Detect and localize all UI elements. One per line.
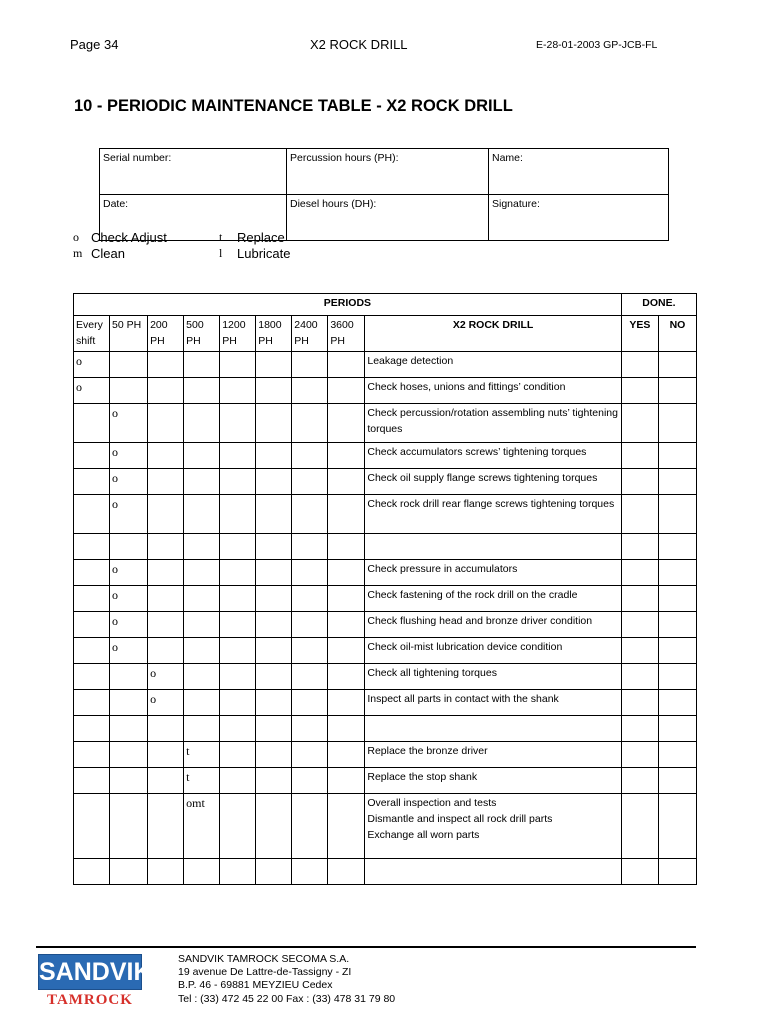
period-mark-cell: [292, 586, 328, 612]
done-yes-cell[interactable]: [621, 768, 658, 794]
task-cell: [365, 716, 621, 742]
period-mark-cell: [148, 638, 184, 664]
task-cell: [365, 534, 621, 560]
period-mark-cell: [184, 664, 220, 690]
period-mark-cell: [256, 586, 292, 612]
period-mark-cell: [148, 859, 184, 885]
done-no-cell[interactable]: [658, 352, 696, 378]
done-yes-cell[interactable]: [621, 560, 658, 586]
legend-symbol: o: [73, 229, 79, 244]
legend: [73, 229, 365, 261]
task-cell: [365, 859, 621, 885]
period-mark-cell: [110, 716, 148, 742]
period-mark-cell: [328, 378, 365, 404]
period-mark-cell: [292, 378, 328, 404]
period-mark-cell: [292, 768, 328, 794]
date-field: Date:: [100, 195, 287, 241]
period-mark-cell: [328, 469, 365, 495]
document-reference: E-28-01-2003 GP-JCB-FL: [536, 39, 658, 51]
period-mark-cell: [328, 794, 365, 859]
period-mark-cell: omt: [184, 794, 220, 859]
period-mark-cell: [328, 859, 365, 885]
period-mark-cell: [256, 794, 292, 859]
done-no-cell[interactable]: [658, 378, 696, 404]
signature-field: Signature:: [489, 195, 669, 241]
yes-column-header: YES: [621, 316, 658, 352]
period-mark-cell: [110, 534, 148, 560]
done-yes-cell[interactable]: [621, 534, 658, 560]
done-no-cell[interactable]: [658, 612, 696, 638]
legend-label: Lubricate: [237, 245, 291, 261]
period-mark-cell: [74, 443, 110, 469]
period-mark-cell: [110, 742, 148, 768]
period-mark-cell: [256, 404, 292, 443]
period-mark-cell: [220, 859, 256, 885]
company-address: [178, 953, 395, 1006]
period-mark-cell: [328, 495, 365, 534]
info-table: [99, 148, 669, 241]
task-cell: Check pressure in accumulators: [365, 560, 621, 586]
table-row: [74, 534, 697, 560]
period-mark-cell: [328, 534, 365, 560]
period-mark-cell: [74, 534, 110, 560]
table-row: [74, 859, 697, 885]
task-cell: Check rock drill rear flange screws tightening torques: [365, 495, 621, 534]
task-cell: Replace the bronze driver: [365, 742, 621, 768]
done-yes-cell[interactable]: [621, 378, 658, 404]
period-mark-cell: [292, 404, 328, 443]
period-mark-cell: [110, 690, 148, 716]
done-no-cell[interactable]: [658, 742, 696, 768]
table-row: [74, 612, 697, 638]
task-cell: Leakage detection: [365, 352, 621, 378]
period-mark-cell: [74, 586, 110, 612]
period-mark-cell: o: [110, 469, 148, 495]
done-no-cell[interactable]: [658, 443, 696, 469]
period-mark-cell: [148, 352, 184, 378]
done-no-cell[interactable]: [658, 794, 696, 859]
period-mark-cell: [74, 794, 110, 859]
period-column-header: Every shift: [74, 316, 110, 352]
address-line: SANDVIK TAMROCK SECOMA S.A.: [178, 953, 350, 965]
done-no-cell[interactable]: [658, 768, 696, 794]
period-mark-cell: [148, 612, 184, 638]
period-mark-cell: [148, 443, 184, 469]
section-title: 10 - PERIODIC MAINTENANCE TABLE - X2 ROCK DRILL: [74, 97, 513, 115]
period-mark-cell: [148, 469, 184, 495]
period-column-header: 3600 PH: [328, 316, 365, 352]
period-mark-cell: [220, 794, 256, 859]
period-mark-cell: [74, 612, 110, 638]
period-mark-cell: [220, 495, 256, 534]
table-row: [74, 443, 697, 469]
period-mark-cell: [256, 469, 292, 495]
period-mark-cell: [148, 716, 184, 742]
table-row: [74, 560, 697, 586]
task-cell: Check all tightening torques: [365, 664, 621, 690]
period-mark-cell: [256, 352, 292, 378]
task-cell: Check oil supply flange screws tightening torques: [365, 469, 621, 495]
period-mark-cell: [184, 443, 220, 469]
legend-symbol: t: [219, 229, 223, 244]
period-mark-cell: [220, 638, 256, 664]
done-no-cell[interactable]: [658, 469, 696, 495]
period-mark-cell: [292, 352, 328, 378]
period-mark-cell: [110, 352, 148, 378]
period-mark-cell: [184, 495, 220, 534]
periods-header: PERIODS: [74, 294, 622, 316]
period-mark-cell: [74, 404, 110, 443]
period-mark-cell: [328, 742, 365, 768]
done-yes-cell[interactable]: [621, 664, 658, 690]
period-mark-cell: [184, 716, 220, 742]
period-mark-cell: [184, 638, 220, 664]
period-mark-cell: [220, 690, 256, 716]
period-mark-cell: [328, 443, 365, 469]
logo-tamrock-text: TAMROCK: [47, 992, 133, 1008]
diesel-hours-field: Diesel hours (DH):: [287, 195, 489, 241]
table-row: [74, 690, 697, 716]
period-mark-cell: [148, 742, 184, 768]
period-mark-cell: [184, 612, 220, 638]
done-no-cell[interactable]: [658, 859, 696, 885]
done-yes-cell[interactable]: [621, 443, 658, 469]
period-mark-cell: o: [74, 352, 110, 378]
table-row: [74, 768, 697, 794]
legend-label: Replace: [237, 229, 285, 245]
period-mark-cell: [220, 469, 256, 495]
table-row: [74, 378, 697, 404]
task-cell: Check oil-mist lubrication device condition: [365, 638, 621, 664]
period-mark-cell: [74, 742, 110, 768]
name-field: Name:: [489, 149, 669, 195]
period-mark-cell: [74, 638, 110, 664]
period-mark-cell: [184, 469, 220, 495]
period-mark-cell: t: [184, 768, 220, 794]
table-row: [74, 664, 697, 690]
period-mark-cell: [292, 469, 328, 495]
task-cell: Replace the stop shank: [365, 768, 621, 794]
table-row: [74, 638, 697, 664]
period-mark-cell: t: [184, 742, 220, 768]
task-cell: Check percussion/rotation assembling nuts’ tightening torques: [365, 404, 621, 443]
period-mark-cell: [220, 742, 256, 768]
period-mark-cell: o: [110, 586, 148, 612]
period-mark-cell: o: [110, 404, 148, 443]
address-line: B.P. 46 - 69881 MEYZIEU Cedex: [178, 979, 333, 992]
done-yes-cell[interactable]: [621, 586, 658, 612]
period-mark-cell: [256, 638, 292, 664]
done-no-cell[interactable]: [658, 664, 696, 690]
done-no-cell[interactable]: [658, 534, 696, 560]
period-mark-cell: [74, 768, 110, 794]
period-mark-cell: [220, 560, 256, 586]
period-mark-cell: [256, 768, 292, 794]
table-row: [74, 794, 697, 859]
period-mark-cell: [256, 716, 292, 742]
period-mark-cell: [220, 768, 256, 794]
period-mark-cell: [110, 664, 148, 690]
table-row: [74, 404, 697, 443]
period-mark-cell: [184, 378, 220, 404]
period-mark-cell: [256, 742, 292, 768]
period-mark-cell: [220, 586, 256, 612]
done-yes-cell[interactable]: [621, 742, 658, 768]
period-mark-cell: o: [148, 690, 184, 716]
done-yes-cell[interactable]: [621, 638, 658, 664]
done-no-cell[interactable]: [658, 560, 696, 586]
done-yes-cell[interactable]: [621, 404, 658, 443]
period-mark-cell: [292, 742, 328, 768]
legend-symbol: l: [219, 245, 223, 260]
period-mark-cell: [184, 690, 220, 716]
period-column-header: 200 PH: [148, 316, 184, 352]
period-mark-cell: [328, 664, 365, 690]
task-cell: Check fastening of the rock drill on the cradle: [365, 586, 621, 612]
maintenance-table: [73, 293, 697, 885]
period-mark-cell: o: [110, 560, 148, 586]
period-mark-cell: [292, 534, 328, 560]
done-yes-cell[interactable]: [621, 794, 658, 859]
table-row: [74, 586, 697, 612]
period-mark-cell: [184, 534, 220, 560]
period-mark-cell: [74, 469, 110, 495]
period-mark-cell: [256, 495, 292, 534]
period-mark-cell: [292, 443, 328, 469]
period-mark-cell: [148, 560, 184, 586]
done-yes-cell[interactable]: [621, 690, 658, 716]
done-header: DONE.: [621, 294, 696, 316]
address-line: 19 avenue De Lattre-de-Tassigny - ZI: [178, 966, 352, 979]
period-mark-cell: [256, 859, 292, 885]
period-mark-cell: [328, 352, 365, 378]
sandvik-tamrock-logo: [38, 954, 152, 1008]
period-mark-cell: [110, 378, 148, 404]
period-mark-cell: [74, 560, 110, 586]
done-no-cell[interactable]: [658, 495, 696, 534]
period-mark-cell: [256, 560, 292, 586]
period-mark-cell: [220, 612, 256, 638]
period-column-header: 1200 PH: [220, 316, 256, 352]
period-mark-cell: [292, 794, 328, 859]
period-mark-cell: [148, 378, 184, 404]
legend-label: Clean: [91, 245, 125, 261]
table-row: [74, 742, 697, 768]
period-mark-cell: [256, 534, 292, 560]
period-mark-cell: [184, 352, 220, 378]
task-cell: Overall inspection and tests Dismantle and inspect all rock drill parts Exchange all worn parts: [365, 794, 621, 859]
period-mark-cell: [328, 768, 365, 794]
period-mark-cell: [328, 690, 365, 716]
period-mark-cell: [148, 768, 184, 794]
task-cell: Inspect all parts in contact with the shank: [365, 690, 621, 716]
serial-number-field: Serial number:: [100, 149, 287, 195]
footer-divider: [36, 946, 696, 948]
period-mark-cell: [220, 443, 256, 469]
legend-symbol: m: [73, 245, 83, 260]
period-mark-cell: [148, 495, 184, 534]
period-mark-cell: [292, 638, 328, 664]
period-mark-cell: [74, 859, 110, 885]
period-mark-cell: [220, 378, 256, 404]
period-mark-cell: o: [110, 612, 148, 638]
table-row: [74, 469, 697, 495]
period-mark-cell: [256, 664, 292, 690]
period-mark-cell: [220, 534, 256, 560]
period-mark-cell: [220, 716, 256, 742]
done-yes-cell[interactable]: [621, 469, 658, 495]
period-mark-cell: [292, 612, 328, 638]
done-yes-cell[interactable]: [621, 612, 658, 638]
period-column-header: 50 PH: [110, 316, 148, 352]
period-mark-cell: [292, 859, 328, 885]
period-mark-cell: [256, 612, 292, 638]
period-mark-cell: [328, 560, 365, 586]
period-mark-cell: [292, 716, 328, 742]
period-mark-cell: [220, 352, 256, 378]
done-yes-cell[interactable]: [621, 716, 658, 742]
period-mark-cell: [74, 495, 110, 534]
period-mark-cell: [328, 612, 365, 638]
period-mark-cell: [220, 404, 256, 443]
percussion-hours-field: Percussion hours (PH):: [287, 149, 489, 195]
period-mark-cell: [110, 768, 148, 794]
period-mark-cell: [148, 586, 184, 612]
period-mark-cell: o: [110, 495, 148, 534]
period-mark-cell: [148, 794, 184, 859]
period-mark-cell: [184, 404, 220, 443]
legend-label: Check Adjust: [91, 229, 167, 245]
period-mark-cell: [328, 404, 365, 443]
period-mark-cell: [292, 495, 328, 534]
address-line: Tel : (33) 472 45 22 00 Fax : (33) 478 31 79 80: [178, 992, 396, 1005]
done-no-cell[interactable]: [658, 586, 696, 612]
page-number: Page 34: [70, 37, 119, 52]
period-mark-cell: [256, 690, 292, 716]
done-no-cell[interactable]: [658, 690, 696, 716]
done-no-cell[interactable]: [658, 716, 696, 742]
task-column-header: X2 ROCK DRILL: [365, 316, 621, 352]
period-mark-cell: [328, 716, 365, 742]
task-cell: Check flushing head and bronze driver condition: [365, 612, 621, 638]
period-mark-cell: [148, 534, 184, 560]
period-mark-cell: o: [74, 378, 110, 404]
task-cell: Check accumulators screws’ tightening torques: [365, 443, 621, 469]
period-mark-cell: [74, 716, 110, 742]
no-column-header: NO: [658, 316, 696, 352]
period-mark-cell: [292, 664, 328, 690]
period-mark-cell: [110, 859, 148, 885]
period-mark-cell: o: [148, 664, 184, 690]
done-yes-cell[interactable]: [621, 352, 658, 378]
period-mark-cell: [74, 690, 110, 716]
period-mark-cell: [328, 586, 365, 612]
period-mark-cell: [328, 638, 365, 664]
done-no-cell[interactable]: [658, 638, 696, 664]
task-cell: Check hoses, unions and fittings’ condition: [365, 378, 621, 404]
period-mark-cell: [184, 586, 220, 612]
period-column-header: 500 PH: [184, 316, 220, 352]
period-mark-cell: [148, 404, 184, 443]
table-row: [74, 495, 697, 534]
period-column-header: 2400 PH: [292, 316, 328, 352]
period-mark-cell: [74, 664, 110, 690]
done-yes-cell[interactable]: [621, 495, 658, 534]
table-row: [74, 352, 697, 378]
done-yes-cell[interactable]: [621, 859, 658, 885]
period-mark-cell: [292, 690, 328, 716]
header-title: X2 ROCK DRILL: [310, 37, 408, 52]
logo-sandvik-text: SANDVIK: [38, 954, 142, 990]
period-column-header: 1800 PH: [256, 316, 292, 352]
period-mark-cell: o: [110, 638, 148, 664]
done-no-cell[interactable]: [658, 404, 696, 443]
period-mark-cell: [184, 859, 220, 885]
period-mark-cell: [256, 443, 292, 469]
period-mark-cell: [110, 794, 148, 859]
period-mark-cell: [220, 664, 256, 690]
period-mark-cell: [292, 560, 328, 586]
period-mark-cell: o: [110, 443, 148, 469]
table-row: [74, 716, 697, 742]
period-mark-cell: [256, 378, 292, 404]
period-mark-cell: [184, 560, 220, 586]
